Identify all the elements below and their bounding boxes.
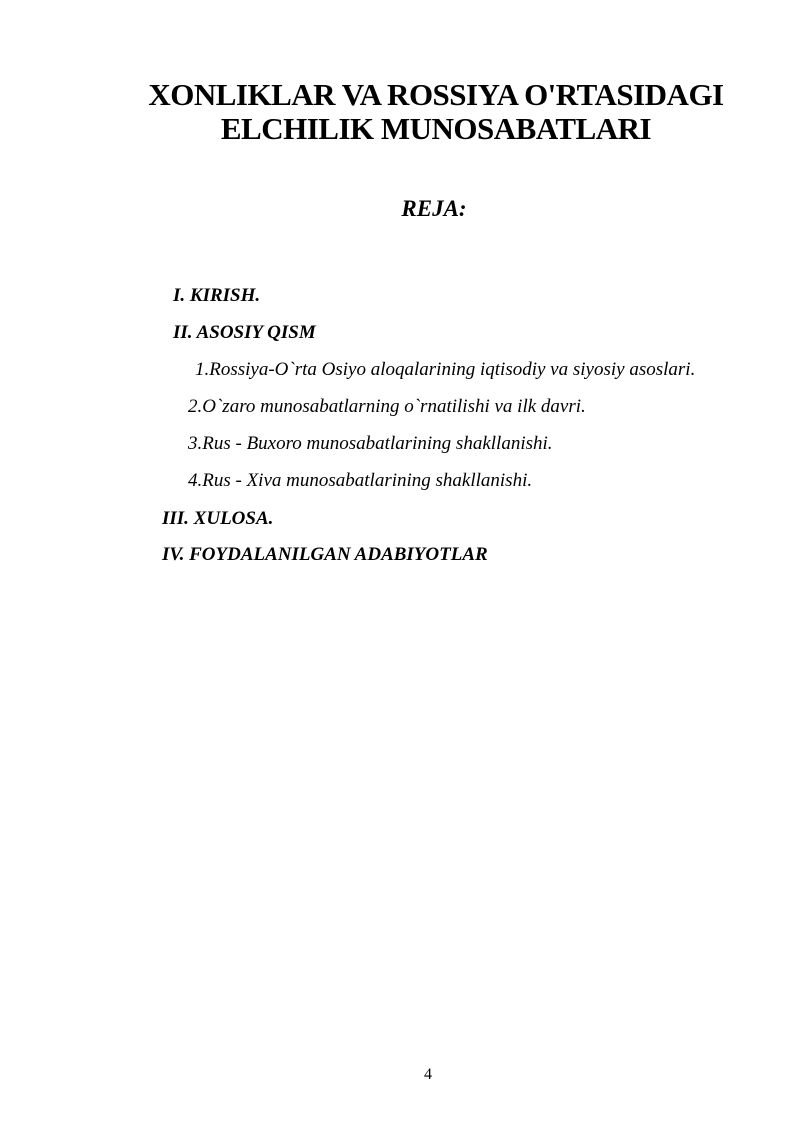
plan-heading: REJA:	[401, 196, 467, 221]
title-line-1: XONLIKLAR VA ROSSIYA O'RTASIDAGI	[148, 77, 724, 112]
outline-subitem-4: 4.Rus - Xiva munosabatlarining shakllanishi.	[188, 470, 533, 491]
title-line-2: ELCHILIK MUNOSABATLARI	[220, 111, 652, 146]
outline-section-main-part: II. ASOSIY QISM	[173, 322, 316, 343]
outline-subitem-2: 2.O`zaro munosabatlarning o`rnatilishi va ilk davri.	[188, 396, 586, 417]
outline-section-introduction: I. KIRISH.	[173, 285, 261, 306]
outline-section-conclusion: III. XULOSA.	[162, 508, 274, 529]
document-title	[0, 78, 800, 146]
outline-subitem-3: 3.Rus - Buxoro munosabatlarining shakllanishi.	[188, 433, 553, 454]
outline-section-references: IV. FOYDALANILGAN ADABIYOTLAR	[162, 544, 488, 565]
outline-subitem-1: 1.Rossiya-O`rta Osiyo aloqalarining iqtisodiy va siyosiy asoslari.	[195, 359, 696, 380]
page-number: 4	[424, 1066, 432, 1083]
